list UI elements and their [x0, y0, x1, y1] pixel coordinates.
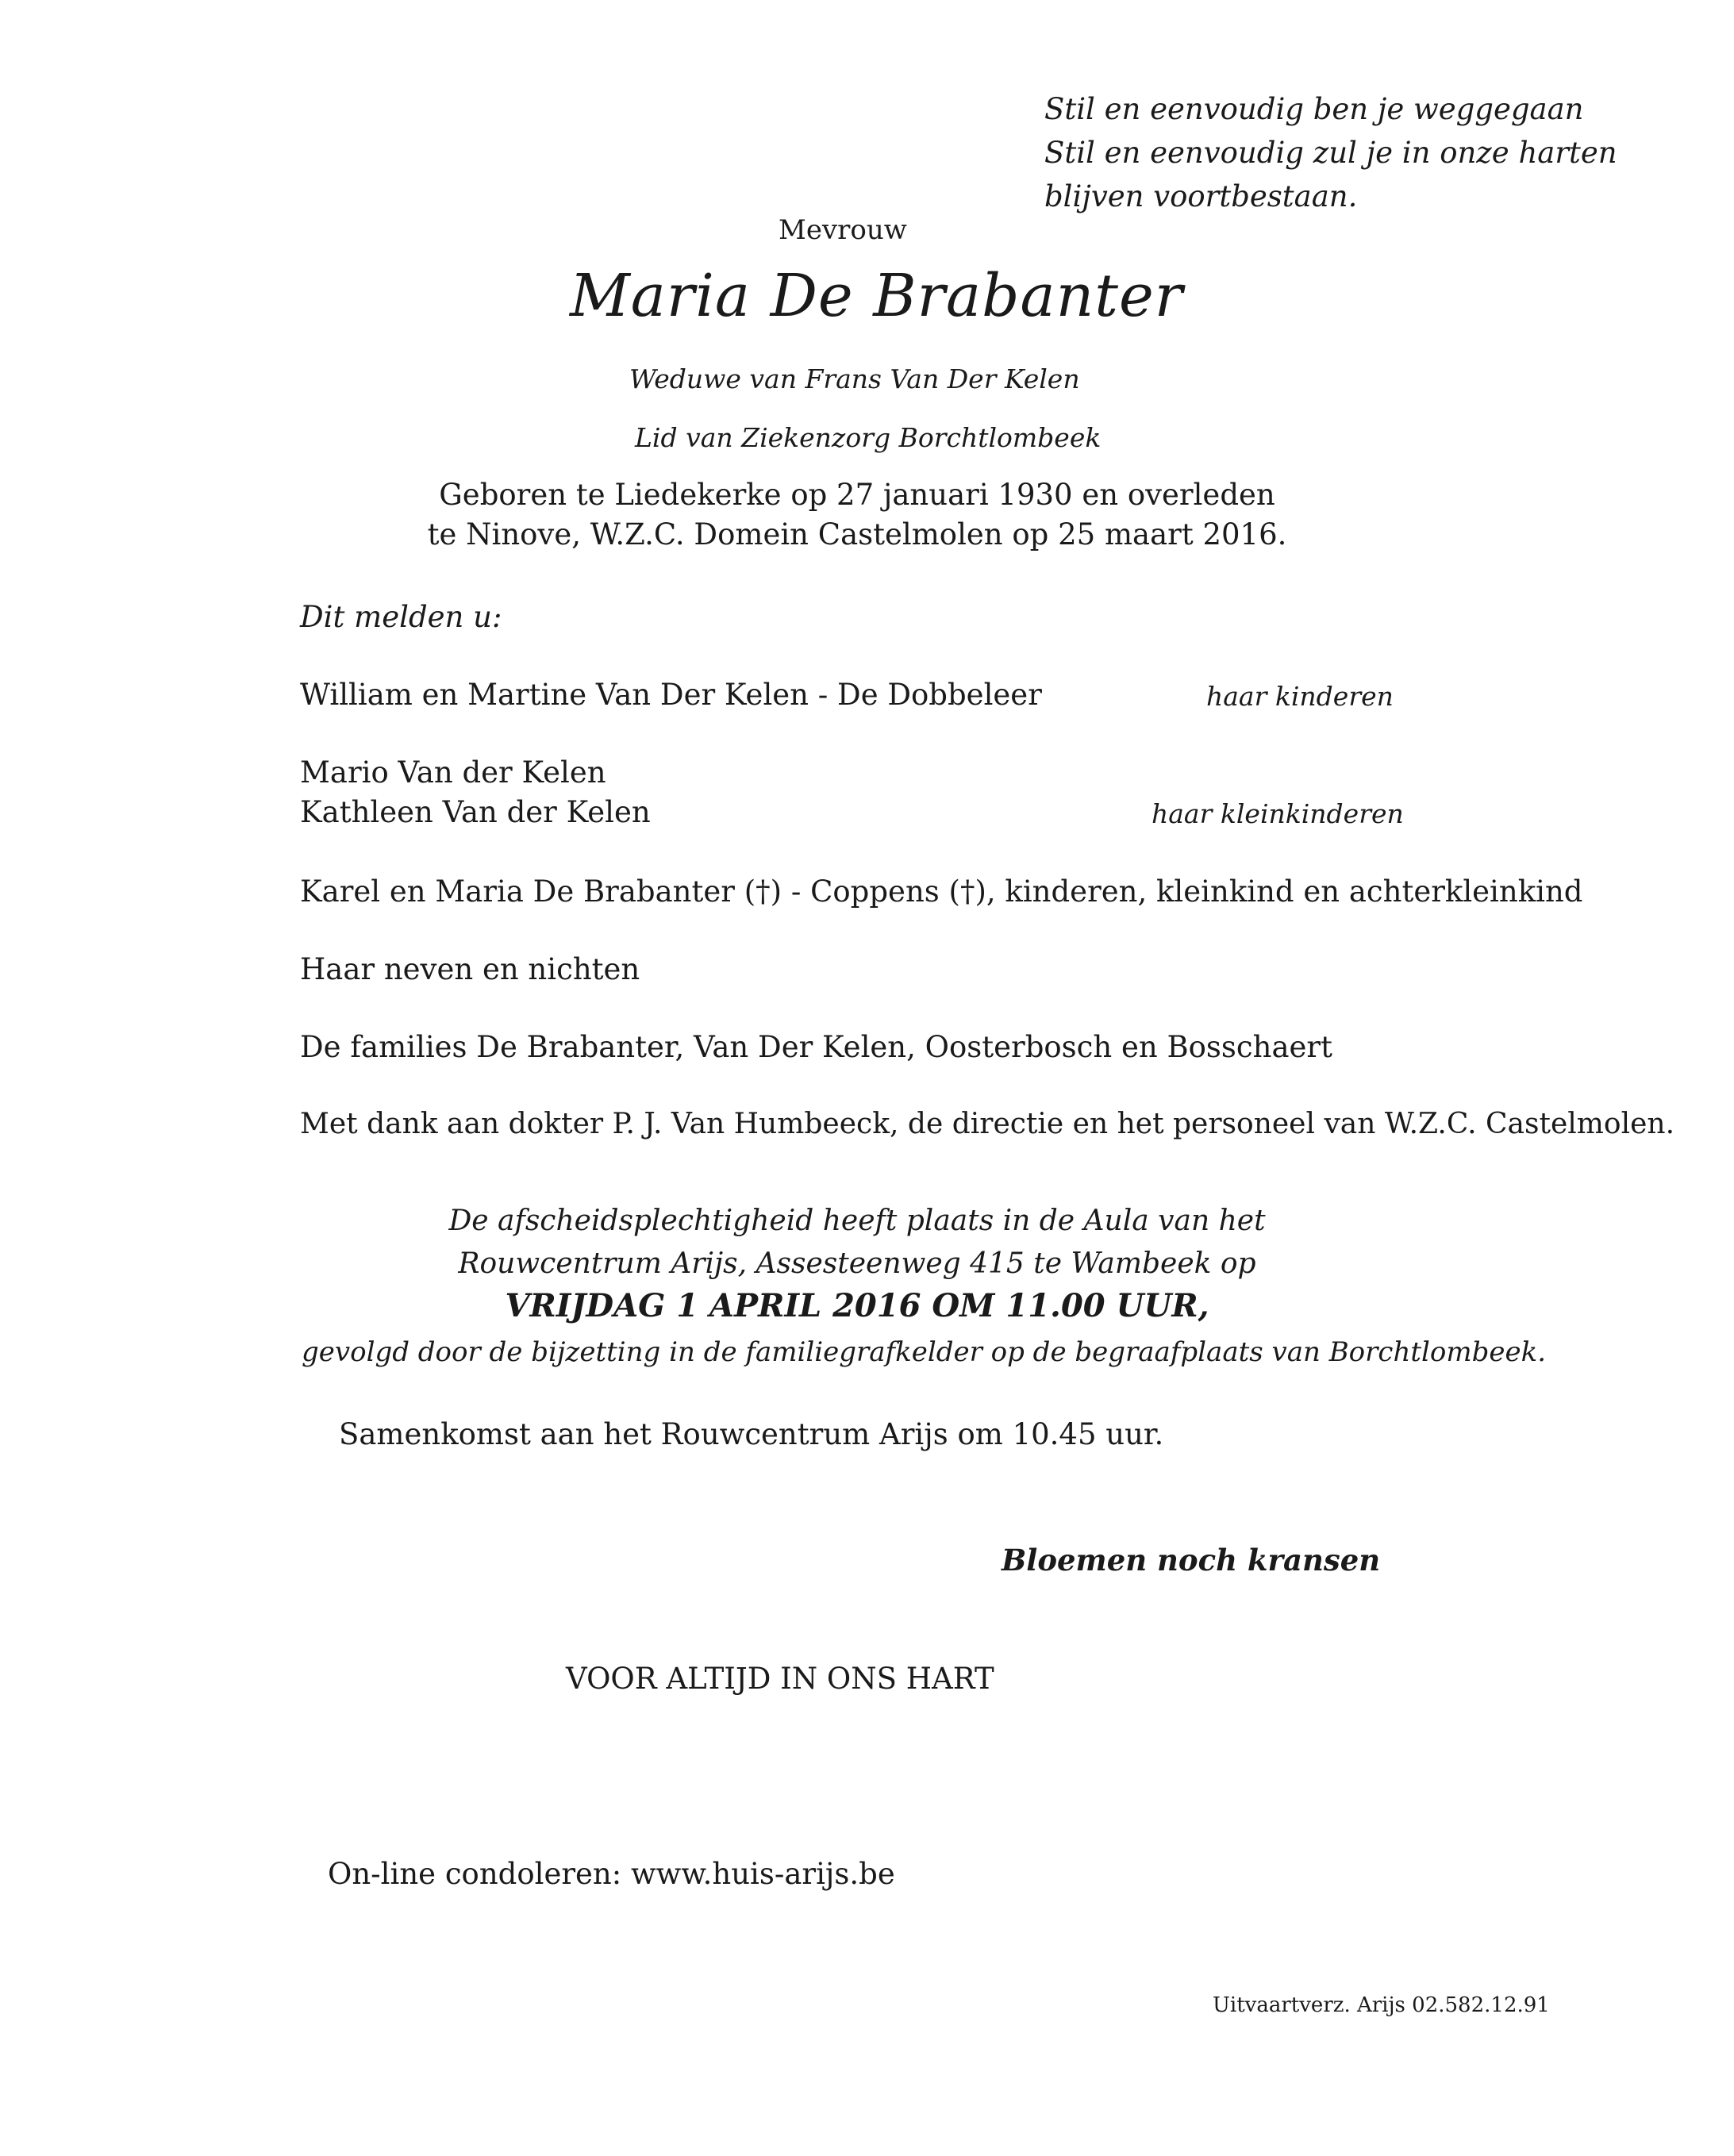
thanks-line: Met dank aan dokter P. J. Van Humbeeck, de directie en het personeel van W.Z.C. Castelmolen. — [300, 1108, 1675, 1140]
siblings-line: Karel en Maria De Brabanter (†) - Coppens (†), kinderen, kleinkind en achterkleinkind — [300, 874, 1583, 909]
children-role: haar kinderen — [1206, 681, 1394, 712]
poem-line: blijven voortbestaan. — [1044, 179, 1358, 213]
poem-line: Stil en eenvoudig ben je weggegaan — [1044, 92, 1584, 126]
gathering-line: Samenkomst aan het Rouwcentrum Arijs om 10.45 uur. — [339, 1417, 1164, 1451]
widow-of: Weduwe van Frans Van Der Kelen — [629, 363, 1080, 394]
grandchild-name: Mario Van der Kelen — [300, 755, 606, 790]
footer-contact: Uitvaartverz. Arijs 02.582.12.91 — [1213, 1993, 1550, 2017]
salutation: Mevrouw — [779, 214, 907, 246]
families-line: De families De Brabanter, Van Der Kelen, Oosterbosch en Bosschaert — [300, 1030, 1332, 1064]
ceremony-line: De afscheidsplechtigheid heeft plaats in de Aula van het — [448, 1205, 1266, 1237]
deceased-name: Maria De Brabanter — [570, 262, 1184, 330]
poem — [1044, 87, 1617, 218]
ceremony-line: Rouwcentrum Arijs, Assesteenweg 415 te Wambeek op — [458, 1247, 1256, 1280]
flowers-note: Bloemen noch kransen — [1002, 1543, 1381, 1578]
closing-line: VOOR ALTIJD IN ONS HART — [566, 1662, 994, 1696]
cousins-line: Haar neven en nichten — [300, 952, 640, 986]
birth-death-line: te Ninove, W.Z.C. Domein Castelmolen op 25 maart 2016. — [427, 517, 1287, 551]
ceremony-line: gevolgd door de bijzetting in de familiegrafkelder op de begraafplaats van Borchtlombeek. — [302, 1336, 1547, 1368]
ceremony-date: VRIJDAG 1 APRIL 2016 OM 11.00 UUR, — [505, 1287, 1209, 1324]
poem-line: Stil en eenvoudig zul je in onze harten — [1044, 136, 1617, 170]
announcement-intro: Dit melden u: — [300, 600, 502, 634]
birth-death-line: Geboren te Liedekerke op 27 januari 1930 en overleden — [439, 478, 1275, 512]
children-names: William en Martine Van Der Kelen - De Dobbeleer — [300, 678, 1042, 712]
grandchild-name: Kathleen Van der Kelen — [300, 795, 651, 829]
grandchildren-role: haar kleinkinderen — [1152, 798, 1404, 829]
membership: Lid van Ziekenzorg Borchtlombeek — [635, 422, 1102, 453]
condolences-line: On-line condoleren: www.huis-arijs.be — [328, 1857, 895, 1891]
